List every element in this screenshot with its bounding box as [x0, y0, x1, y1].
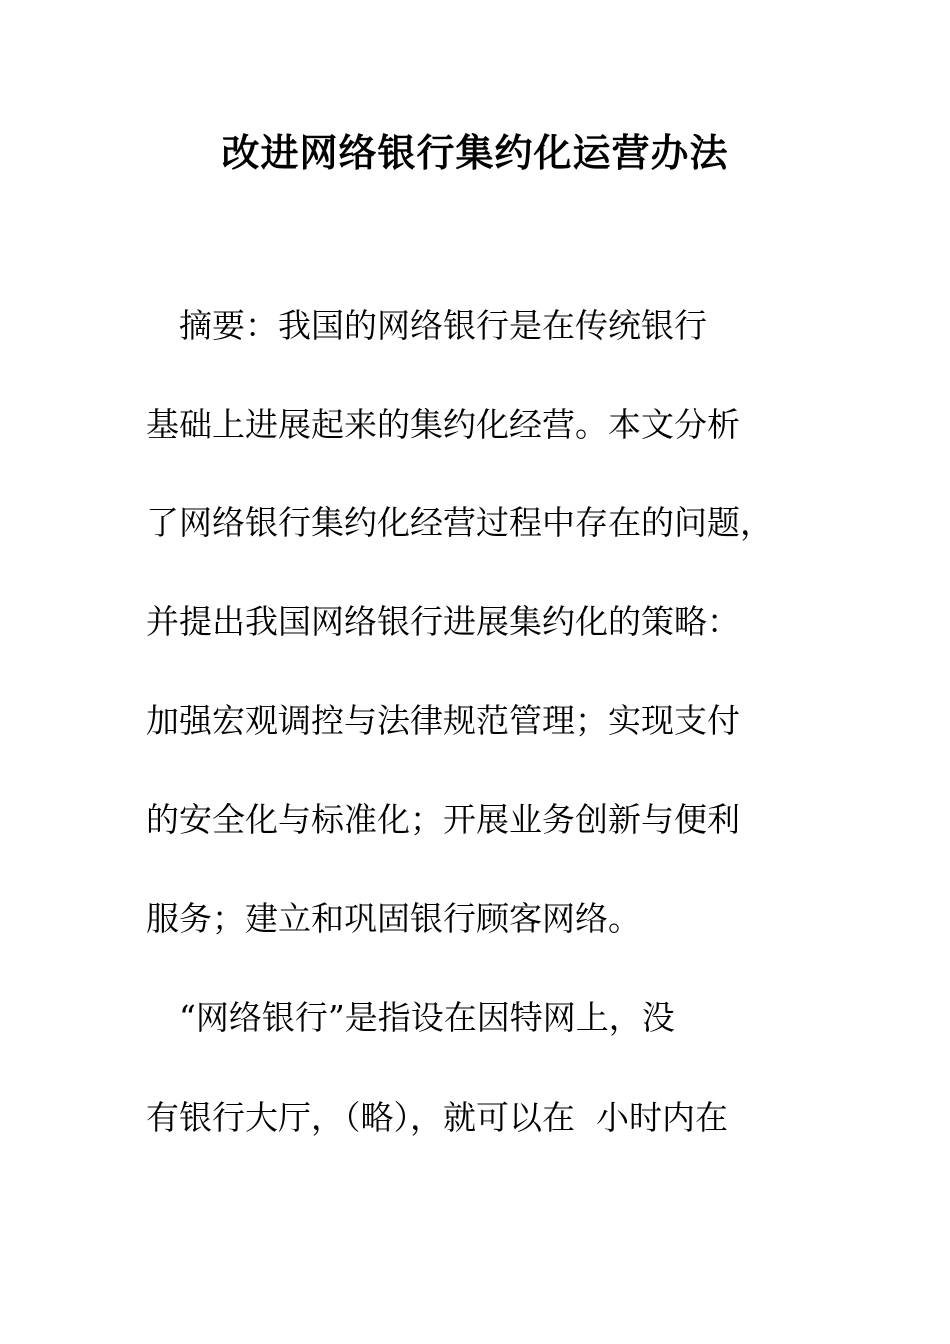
paragraph-line-9: 有银行大厅，（略），就可以在 小时内在 — [146, 1098, 728, 1137]
paragraph-line-3: 了网络银行集约化经营过程中存在的问题， — [146, 503, 773, 542]
paragraph-line-5: 加强宏观调控与法律规范管理；实现支付 — [146, 701, 740, 740]
paragraph-line-1: 摘要：我国的网络银行是在传统银行 — [146, 306, 707, 345]
paragraph-line-4: 并提出我国网络银行进展集约化的策略： — [146, 602, 740, 641]
paragraph-line-8: “网络银行”是指设在因特网上，没 — [146, 998, 675, 1037]
document-title: 改进网络银行集约化运营办法 — [221, 130, 729, 175]
paragraph-line-2: 基础上进展起来的集约化经营。本文分析 — [146, 405, 740, 444]
paragraph-line-6: 的安全化与标准化；开展业务创新与便利 — [146, 800, 740, 839]
paragraph-line-7: 服务；建立和巩固银行顾客网络。 — [146, 899, 641, 938]
